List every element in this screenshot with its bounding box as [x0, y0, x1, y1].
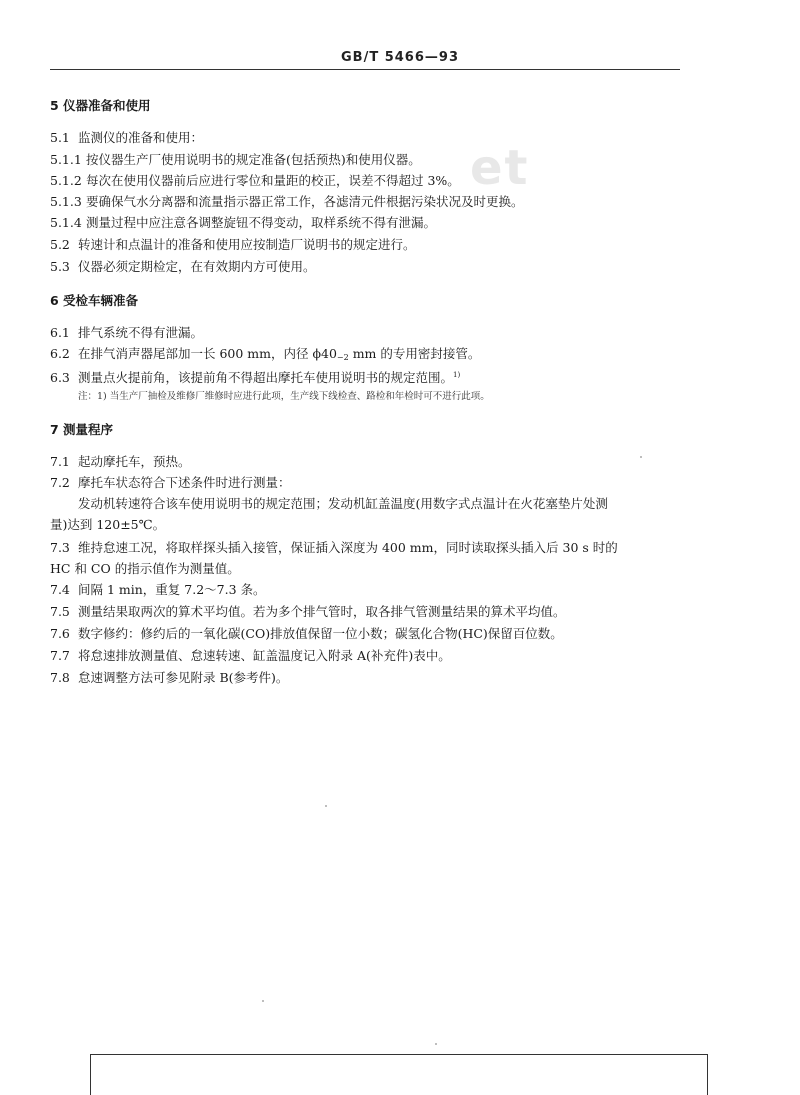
clause-5-2 [50, 237, 416, 253]
clause-text: 测量过程中应注意各调整旋钮不得变动，取样系统不得有泄漏。 [86, 215, 437, 230]
clause-7-5 [50, 604, 566, 620]
footnote-marker: 1) [453, 371, 461, 379]
clause-5-1-1 [50, 152, 421, 168]
clause-text: 怠速调整方法可参见附录 B(参考件)。 [78, 670, 289, 685]
clause-7-2 [50, 475, 291, 491]
clause-7-3 [50, 540, 618, 556]
clause-7-2-condition-cont: 量)达到 120±5℃。 [50, 517, 166, 532]
footnote-note: 注：1) 当生产厂抽检及维修厂维修时应进行此项，生产线下线检查、路检和年检时可不进行此项。 [78, 391, 490, 402]
clause-number: 5.1.3 [50, 194, 82, 209]
clause-6-3 [50, 367, 460, 386]
clause-7-6 [50, 626, 563, 642]
clause-text: 转速计和点温计的准备和使用应按制造厂说明书的规定进行。 [78, 237, 416, 252]
clause-text: 起动摩托车，预热。 [78, 454, 191, 469]
clause-number: 7.5 [50, 604, 70, 619]
clause-5-1-2 [50, 173, 460, 189]
clause-text: 按仪器生产厂使用说明书的规定准备(包括预热)和使用仪器。 [86, 152, 421, 167]
watermark: et [470, 140, 530, 196]
clause-5-1-4 [50, 215, 436, 231]
clause-number: 7.2 [50, 475, 70, 490]
section-7-title: 7 测量程序 [50, 422, 114, 437]
clause-number: 6.1 [50, 325, 70, 340]
tolerance-subscript: −2 [336, 353, 349, 362]
clause-text: 测量结果取两次的算术平均值。若为多个排气管时，取各排气管测量结果的算术平均值。 [78, 604, 566, 619]
clause-7-2-condition: 发动机转速符合该车使用说明书的规定范围；发动机缸盖温度(用数字式点温计在火花塞垫片处测 [78, 496, 608, 511]
clause-text: 仪器必须定期检定，在有效期内方可使用。 [78, 259, 316, 274]
clause-number: 7.4 [50, 582, 70, 597]
scan-speck [325, 805, 327, 807]
clause-number: 5.1 [50, 130, 70, 145]
clause-text: 测量点火提前角，该提前角不得超出摩托车使用说明书的规定范围。 [78, 370, 454, 385]
clause-text: 每次在使用仪器前后应进行零位和量距的校正，误差不得超过 3%。 [86, 173, 460, 188]
clause-number: 5.1.1 [50, 152, 82, 167]
clause-7-8 [50, 670, 288, 686]
clause-text: 摩托车状态符合下述条件时进行测量： [78, 475, 291, 490]
clause-7-7 [50, 648, 451, 664]
clause-7-4 [50, 582, 266, 598]
clause-number: 7.8 [50, 670, 70, 685]
clause-6-1 [50, 325, 203, 341]
clause-number: 6.2 [50, 346, 70, 361]
clause-text: 间隔 1 min，重复 7.2～7.3 条。 [78, 582, 266, 597]
clause-5-1 [50, 130, 203, 146]
clause-number: 5.3 [50, 259, 70, 274]
clause-text: 排气系统不得有泄漏。 [78, 325, 204, 340]
clause-number: 7.7 [50, 648, 70, 663]
clause-7-1 [50, 454, 191, 470]
clause-number: 7.3 [50, 540, 70, 555]
scan-speck [640, 456, 642, 458]
clause-5-1-3 [50, 194, 524, 210]
scan-speck [262, 1000, 264, 1002]
header-rule [50, 69, 680, 70]
clause-text: 监测仪的准备和使用： [78, 130, 204, 145]
clause-7-3-cont: HC 和 CO 的指示值作为测量值。 [50, 561, 240, 576]
clause-5-3 [50, 259, 316, 275]
clause-number: 5.1.2 [50, 173, 82, 188]
clause-text: 要确保气水分离器和流量指示器正常工作，各滤清元件根据污染状况及时更换。 [86, 194, 524, 209]
clause-number: 6.3 [50, 370, 70, 385]
section-5-title: 5 仪器准备和使用 [50, 98, 151, 113]
section-6-title: 6 受检车辆准备 [50, 293, 139, 308]
page-header-standard-code: GB/T 5466—93 [341, 50, 459, 65]
clause-text: 数字修约：修约后的一氧化碳(CO)排放值保留一位小数；碳氢化合物(HC)保留百位数。 [78, 626, 563, 641]
bottom-frame [90, 1054, 708, 1095]
clause-text-cont: mm 的专用密封接管。 [348, 346, 481, 361]
clause-text: 维持怠速工况，将取样探头插入接管，保证插入深度为 400 mm，同时读取探头插入后 30 s 时的 [78, 540, 618, 555]
clause-number: 7.6 [50, 626, 70, 641]
clause-number: 7.1 [50, 454, 70, 469]
clause-6-2 [50, 346, 480, 366]
scan-speck [435, 1043, 437, 1045]
clause-text: 在排气消声器尾部加一长 600 mm，内径 ϕ40 [78, 346, 337, 361]
clause-text: 将怠速排放测量值、怠速转速、缸盖温度记入附录 A(补充件)表中。 [78, 648, 451, 663]
clause-number: 5.1.4 [50, 215, 82, 230]
clause-number: 5.2 [50, 237, 70, 252]
